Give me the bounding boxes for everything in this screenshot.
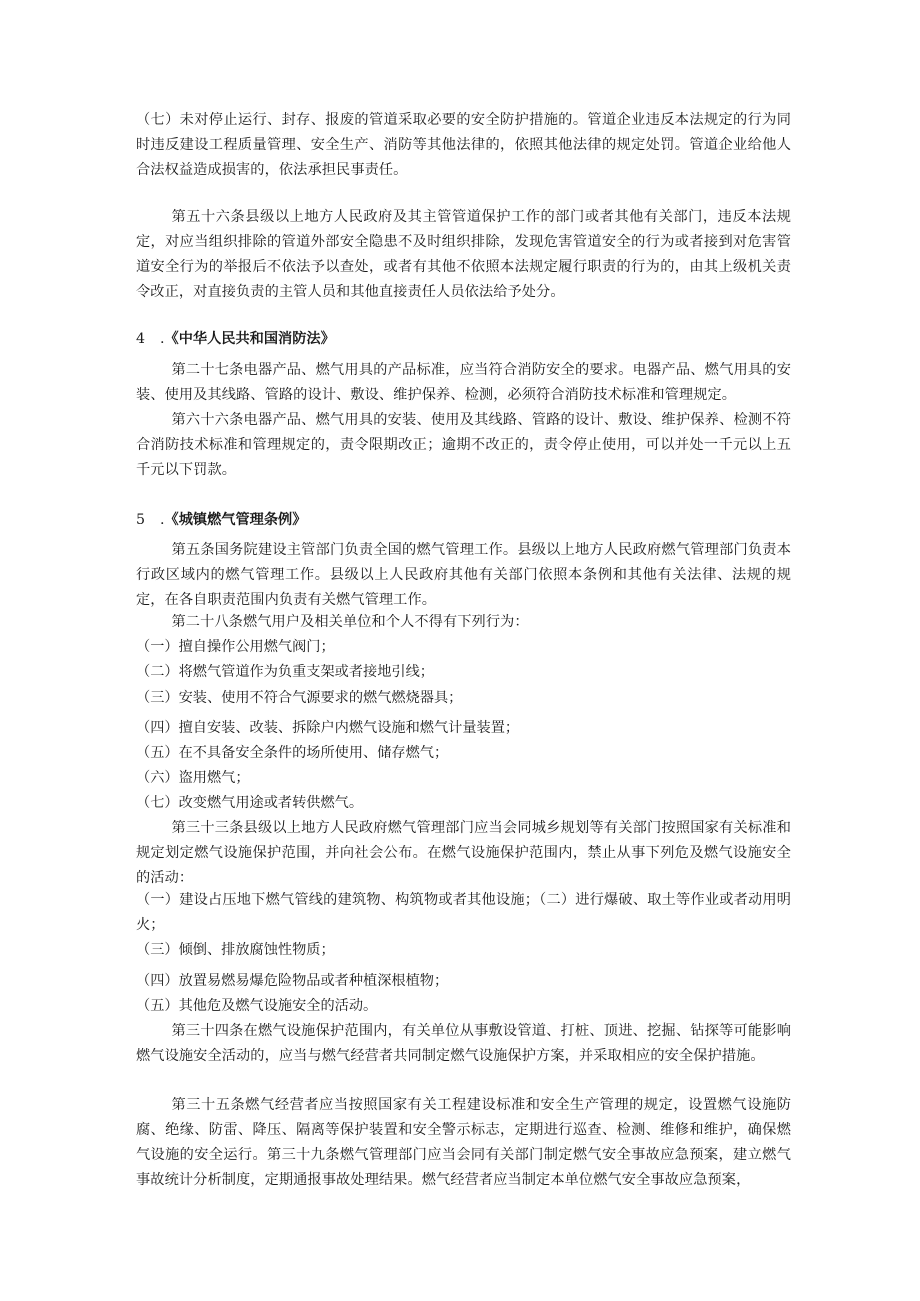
section-title: 《中华人民共和国消防法》 <box>164 331 335 347</box>
paragraph-gas-article-33: 第三十三条县级以上地方人民政府燃气管理部门应当会同城乡规划等有关部门按照国家有关标准和规定划定燃气设施保护范围，并向社会公布。在燃气设施保护范围内，禁止从事下列危及燃气设施安全的活动： <box>136 820 791 886</box>
paragraph-gas-article-35: 第三十五条燃气经营者应当按照国家有关工程建设标准和安全生产管理的规定，设置燃气设施防腐、绝缘、防雷、降压、隔离等保护装置和安全警示标志，定期进行巡查、检测、维修和维护，确保燃气设施的安全运行。第三十九条燃气管理部门应当会同有关部门制定燃气安全事故应急预案，建立燃气事故统计分析制度，定期通报事故处理结果。燃气经营者应当制定本单位燃气安全事故应急预案， <box>136 1097 791 1188</box>
list-item: （三）倾倒、排放腐蚀性物质； <box>136 942 335 958</box>
list-item: （三）安装、使用不符合气源要求的燃气燃烧器具； <box>136 690 463 706</box>
paragraph-article-56: 第五十六条县级以上地方人民政府及其主管管道保护工作的部门或者其他有关部门，违反本法规定，对应当组织排除的管道外部安全隐患不及时组织排除，发现危害管道安全的行为或者接到对危害管道安全行为的举报后不依法予以查处，或者有其他不依照本法规定履行职责的行为的，由其上级机关责令改正，对直接负责的主管人员和其他直接责任人员依法给予处分。 <box>136 209 791 300</box>
list-item: （七）改变燃气用途或者转供燃气。 <box>136 795 364 811</box>
list-item: （一）建设占压地下燃气管线的建筑物、构筑物或者其他设施；（二）进行爆破、取土等作业或者动用明火； <box>136 892 791 933</box>
paragraph-pipeline-item-7: （七）未对停止运行、封存、报废的管道采取必要的安全防护措施的。管道企业违反本法规定的行为同时违反建设工程质量管理、安全生产、消防等其他法律的，依照其他法律的规定处罚。管道企业给他人合法权益造成损害的，依法承担民事责任。 <box>136 112 791 178</box>
paragraph-fire-article-27: 第二十七条电器产品、燃气用具的产品标准，应当符合消防安全的要求。电器产品、燃气用具的安装、使用及其线路、管路的设计、敷设、维护保养、检测，必须符合消防技术标准和管理规定。 <box>136 362 791 403</box>
list-item: （二）将燃气管道作为负重支架或者接地引线； <box>136 664 434 680</box>
section-heading-gas-regulation <box>136 508 306 533</box>
section-heading-fire-law <box>136 327 335 352</box>
list-item: （一）擅自操作公用燃气阀门； <box>136 639 335 655</box>
list-item: （五）其他危及燃气设施安全的活动。 <box>136 998 378 1014</box>
paragraph-gas-article-28: 第二十八条燃气用户及相关单位和个人不得有下列行为： <box>171 614 529 630</box>
list-item: （四）擅自安装、改装、拆除户内燃气设施和燃气计量装置； <box>136 720 520 736</box>
list-item: （五）在不具备安全条件的场所使用、储存燃气； <box>136 745 449 761</box>
list-item: （六）盗用燃气； <box>136 770 250 786</box>
paragraph-gas-article-34: 第三十四条在燃气设施保护范围内，有关单位从事敷设管道、打桩、顶进、挖掘、钻探等可能影响燃气设施安全活动的，应当与燃气经营者共同制定燃气设施保护方案，并采取相应的安全保护措施。 <box>136 1023 791 1064</box>
section-dot: . <box>160 331 165 347</box>
paragraph-gas-article-5: 第五条国务院建设主管部门负责全国的燃气管理工作。县级以上地方人民政府燃气管理部门负责本行政区域内的燃气管理工作。县级以上人民政府其他有关部门依照本条例和其他有关法律、法规的规定，在各自职责范围内负责有关燃气管理工作。 <box>136 542 791 608</box>
section-number: 5 <box>136 512 146 528</box>
section-dot: . <box>160 512 165 528</box>
paragraph-fire-article-66: 第六十六条电器产品、燃气用具的安装、使用及其线路、管路的设计、敷设、维护保养、检测不符合消防技术标准和管理规定的，责令限期改正；逾期不改正的，责令停止使用，可以并处一千元以上五千元以下罚款。 <box>136 412 791 478</box>
list-item: （四）放置易燃易爆危险物品或者种植深根植物； <box>136 973 449 989</box>
section-title: 《城镇燃气管理条例》 <box>164 512 307 528</box>
section-number: 4 <box>136 331 146 347</box>
